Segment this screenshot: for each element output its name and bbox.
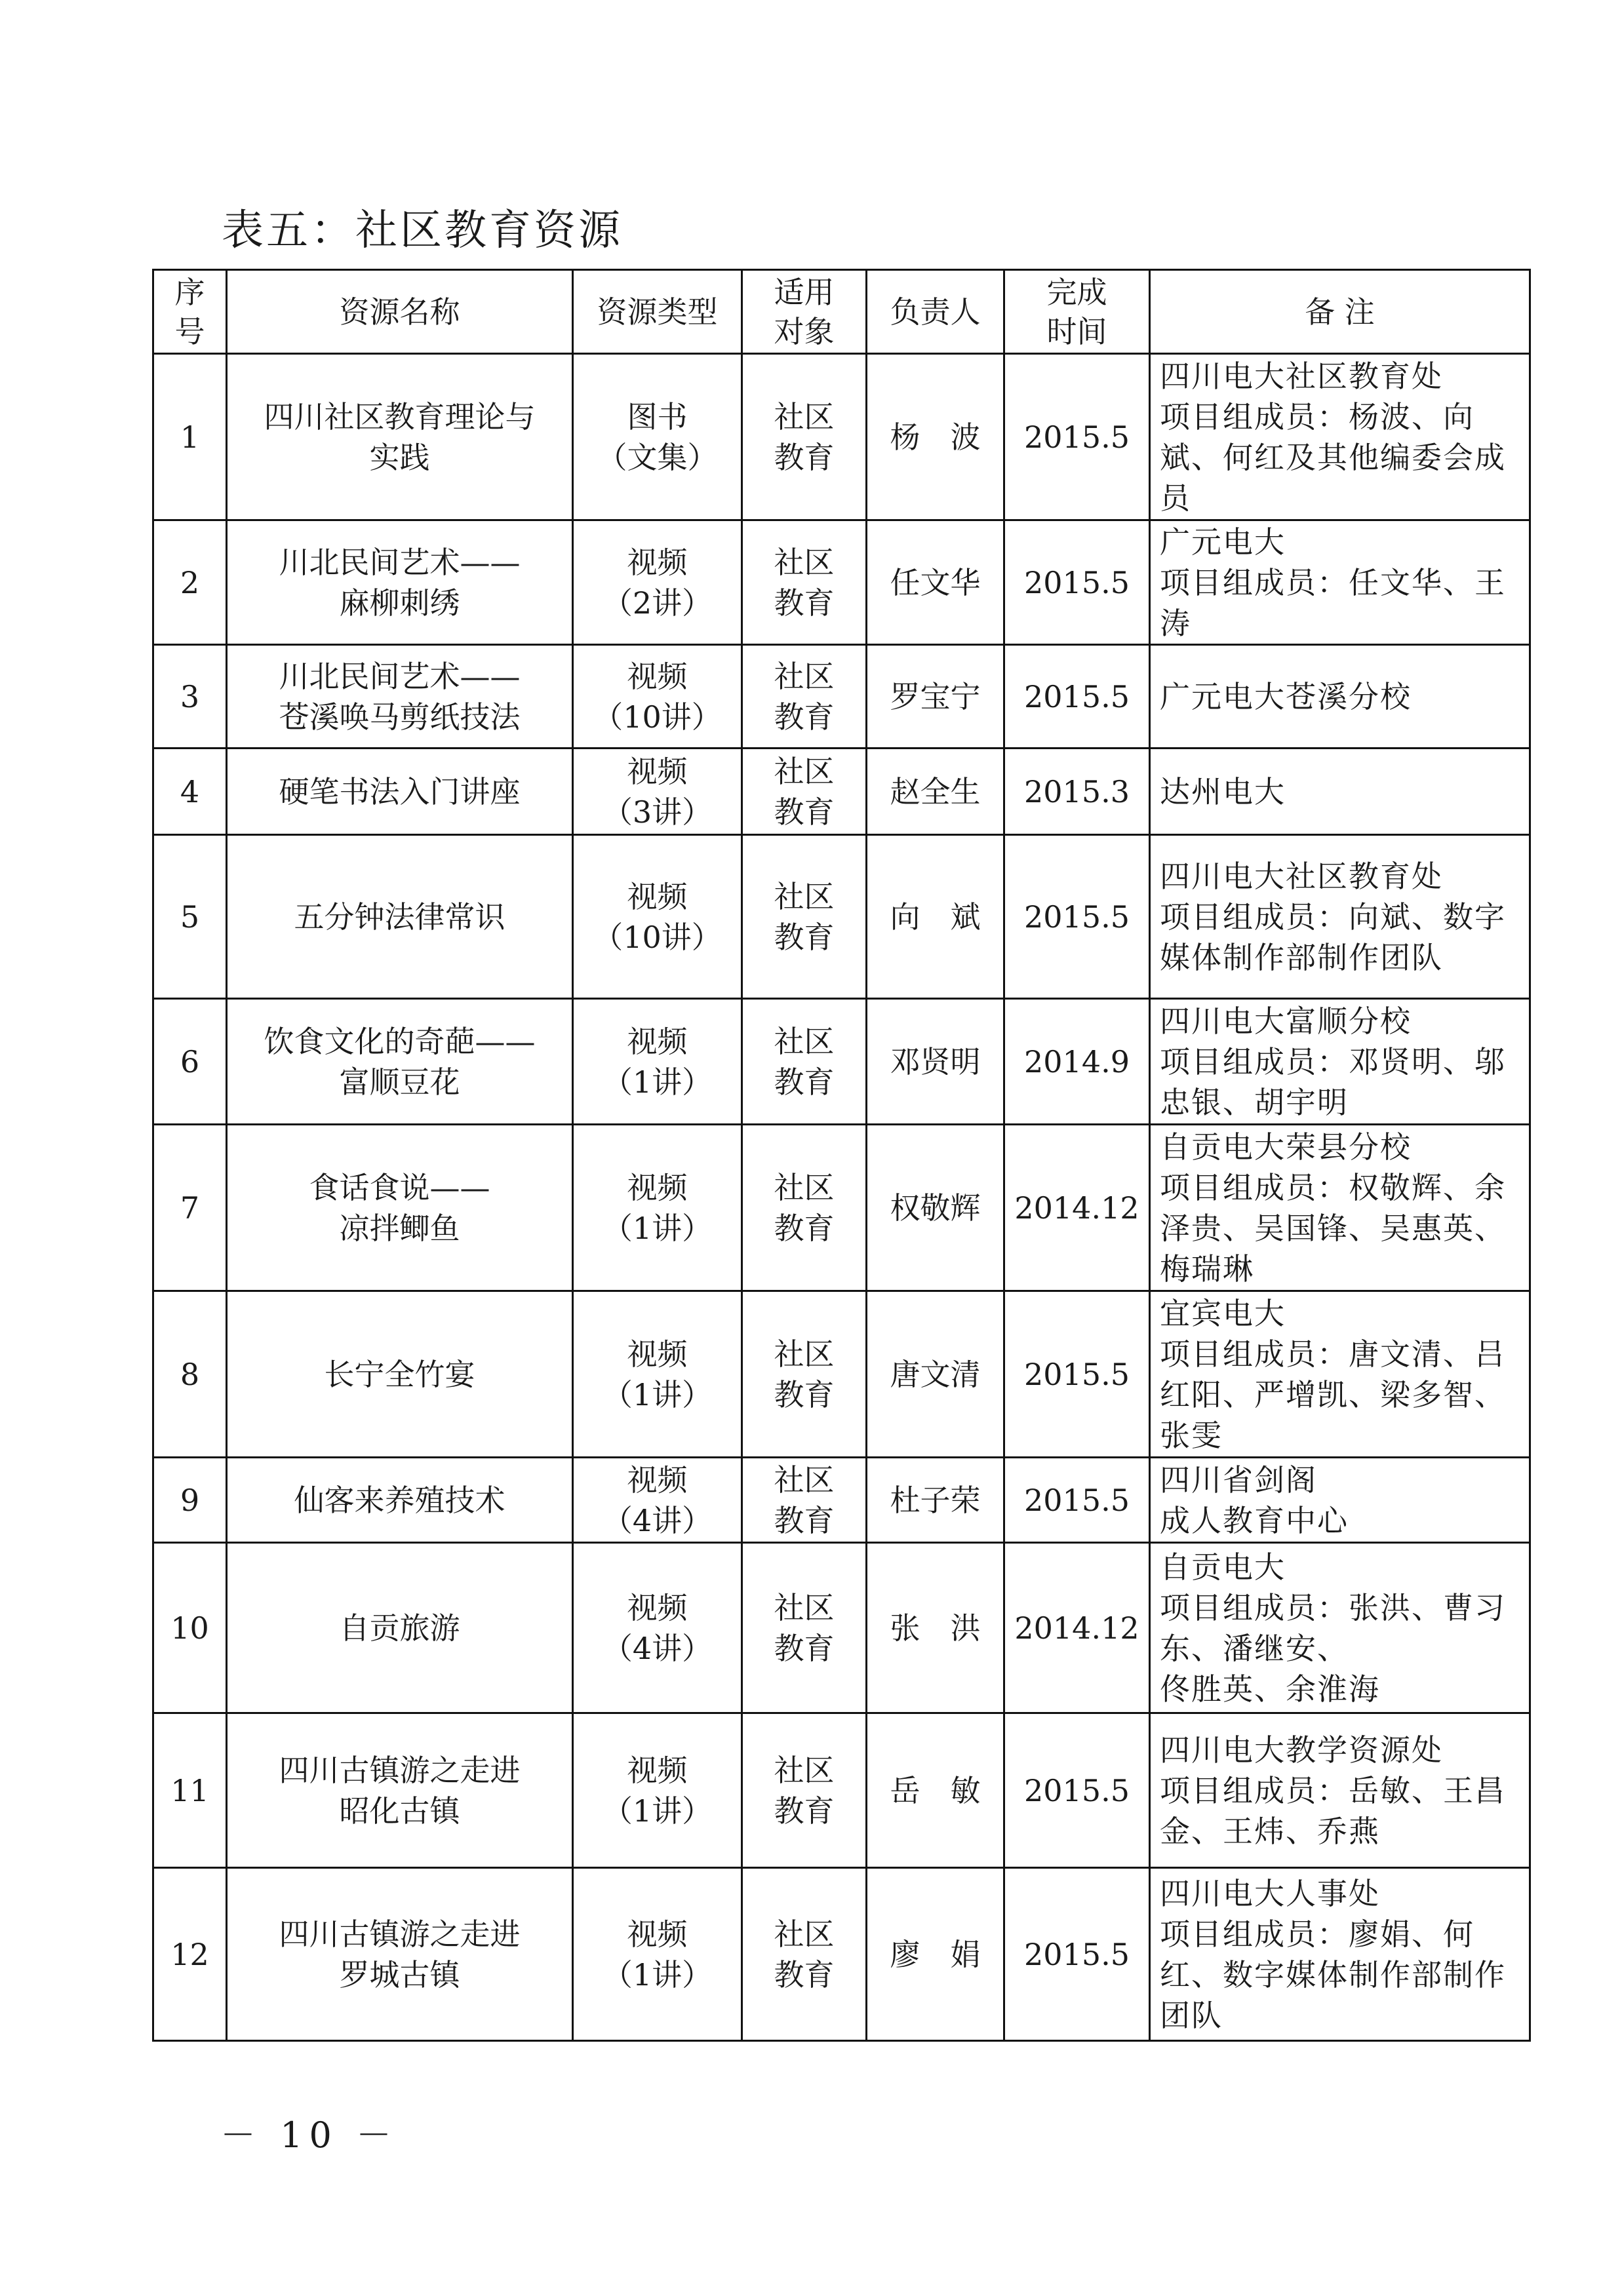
cell-name [227,645,573,749]
cell-type [573,1868,742,2041]
cell-no: 2 [153,520,227,645]
cell-note [1150,1458,1530,1543]
cell-line: 四川电大社区教育处 [1160,358,1443,394]
cell-line: 昭化古镇 [339,1793,460,1829]
cell-type [573,1291,742,1458]
cell-line: 视频 [627,1752,688,1788]
table-row [153,1543,1530,1713]
cell-date: 2015.5 [1004,1713,1150,1868]
cell-name [227,1543,573,1713]
cell-note [1150,645,1530,749]
cell-note [1150,354,1530,520]
cell-type [573,354,742,520]
cell-type [573,1458,742,1543]
cell-audience [742,835,867,999]
cell-type [573,645,742,749]
cell-line: 教育 [774,919,835,955]
cell-line: 四川电大教学资源处 [1160,1732,1443,1768]
header-no [153,270,227,354]
cell-line: 社区 [774,1169,835,1205]
cell-line: 教育 [774,1064,835,1100]
cell-line: 富顺豆花 [339,1064,460,1100]
cell-date: 2015.3 [1004,749,1150,835]
cell-name [227,354,573,520]
table-row [153,645,1530,749]
cell-name [227,520,573,645]
cell-line: 广元电大苍溪分校 [1160,678,1412,714]
cell-line: （2讲） [602,585,713,621]
cell-line: 社区 [774,1023,835,1059]
cell-line: 社区 [774,1589,835,1625]
cell-line: 社区 [774,1336,835,1372]
cell-audience [742,1125,867,1291]
cell-line: 食话食说—— [309,1169,490,1205]
header-owner [867,270,1004,354]
cell-note [1150,749,1530,835]
cell-note [1150,520,1530,645]
cell-no: 11 [153,1713,227,1868]
cell-line: （文集） [597,439,718,475]
cell-line: 图书 [627,399,688,435]
cell-line: 社区 [774,1462,835,1498]
table-row [153,1291,1530,1458]
cell-owner: 邓贤明 [867,999,1004,1125]
cell-line: 饮食文化的奇葩—— [264,1023,536,1059]
cell-line: 视频 [627,1169,688,1205]
cell-line: 川北民间艺术—— [279,658,521,694]
cell-date: 2014.9 [1004,999,1150,1125]
cell-no: 9 [153,1458,227,1543]
cell-no: 7 [153,1125,227,1291]
cell-line: 项目组成员：任文华、王涛 [1160,564,1506,641]
cell-audience [742,1543,867,1713]
cell-line: 时间 [1046,313,1107,349]
header-type [573,270,742,354]
cell-no: 8 [153,1291,227,1458]
cell-date: 2014.12 [1004,1125,1150,1291]
cell-line: 长宁全竹宴 [324,1356,475,1392]
table-row [153,749,1530,835]
cell-line: 社区 [774,658,835,694]
cell-line: 四川电大人事处 [1160,1875,1380,1911]
cell-line: 备 注 [1305,294,1375,330]
cell-line: 教育 [774,1502,835,1538]
cell-line: 视频 [627,753,688,789]
cell-line: （1讲） [602,1376,713,1412]
cell-line: 宜宾电大 [1160,1295,1286,1331]
cell-note [1150,1543,1530,1713]
cell-line: 达州电大 [1160,773,1286,809]
cell-line: （10讲） [593,699,722,735]
cell-line: 视频 [627,1023,688,1059]
cell-line: 项目组成员：杨波、向斌、何红及其他编委会成员 [1160,399,1506,516]
table-row [153,520,1530,645]
cell-no: 1 [153,354,227,520]
cell-line: 适用 [774,274,835,310]
cell-line: （1讲） [602,1793,713,1829]
cell-owner: 杨 波 [867,354,1004,520]
cell-line: （1讲） [602,1210,713,1246]
cell-line: 教育 [774,1630,835,1666]
header-name [227,270,573,354]
cell-type [573,1125,742,1291]
cell-type [573,835,742,999]
cell-line: 成人教育中心 [1160,1502,1349,1538]
header-date [1004,270,1150,354]
cell-line: （3讲） [602,794,713,830]
cell-type [573,1713,742,1868]
header-note [1150,270,1530,354]
cell-date: 2015.5 [1004,354,1150,520]
cell-line: 项目组成员：权敬辉、余泽贵、吴国锋、吴惠英、梅瑞琳 [1160,1169,1506,1287]
cell-date: 2015.5 [1004,835,1150,999]
table-row [153,354,1530,520]
cell-line: 四川社区教育理论与 [264,399,536,435]
cell-line: 实践 [369,439,430,475]
cell-no: 4 [153,749,227,835]
table-row [153,835,1530,999]
cell-line: 苍溪唤马剪纸技法 [279,699,521,735]
cell-owner: 唐文清 [867,1291,1004,1458]
cell-line: 社区 [774,1752,835,1788]
cell-line: （4讲） [602,1502,713,1538]
cell-line: 教育 [774,1376,835,1412]
cell-owner: 罗宝宁 [867,645,1004,749]
cell-line: 教育 [774,1793,835,1829]
cell-audience [742,749,867,835]
cell-line: 视频 [627,1589,688,1625]
cell-line: 麻柳刺绣 [339,585,460,621]
cell-line: 项目组成员：张洪、曹习东、潘继安、 [1160,1589,1506,1666]
cell-name [227,999,573,1125]
cell-line: 五分钟法律常识 [294,899,505,935]
cell-no: 6 [153,999,227,1125]
cell-no: 10 [153,1543,227,1713]
cell-line: 教育 [774,1956,835,1993]
cell-type [573,999,742,1125]
cell-line: 社区 [774,878,835,914]
cell-owner: 岳 敏 [867,1713,1004,1868]
cell-owner: 赵全生 [867,749,1004,835]
cell-line: 完成 [1046,274,1107,310]
cell-date: 2015.5 [1004,1458,1150,1543]
cell-line: 视频 [627,878,688,914]
table-row [153,999,1530,1125]
table-row [153,1713,1530,1868]
cell-audience [742,1713,867,1868]
cell-name [227,1868,573,2041]
cell-line: 四川电大社区教育处 [1160,858,1443,894]
cell-line: 硬笔书法入门讲座 [279,773,521,809]
cell-note [1150,999,1530,1125]
cell-date: 2015.5 [1004,645,1150,749]
cell-line: 教育 [774,585,835,621]
cell-line: 自贡旅游 [339,1610,460,1646]
cell-line: 广元电大 [1160,524,1286,560]
header-row [153,270,1530,354]
header-audience [742,270,867,354]
cell-line: 负责人 [890,294,981,330]
cell-line: 四川古镇游之走进 [279,1916,521,1952]
cell-name [227,1458,573,1543]
cell-line: 自贡电大 [1160,1549,1286,1585]
cell-line: （10讲） [593,919,722,955]
cell-date: 2015.5 [1004,1868,1150,2041]
cell-line: 视频 [627,1336,688,1372]
cell-date: 2014.12 [1004,1543,1150,1713]
cell-line: 序 [174,274,205,310]
cell-audience [742,645,867,749]
cell-line: 社区 [774,1916,835,1952]
cell-line: 四川古镇游之走进 [279,1752,521,1788]
cell-line: 项目组成员：邓贤明、邬忠银、胡宇明 [1160,1043,1506,1120]
cell-note [1150,1868,1530,2041]
cell-line: 视频 [627,658,688,694]
cell-note [1150,1125,1530,1291]
cell-date: 2015.5 [1004,520,1150,645]
cell-line: （4讲） [602,1630,713,1666]
cell-owner: 杜子荣 [867,1458,1004,1543]
cell-line: 资源类型 [597,294,718,330]
cell-line: 社区 [774,399,835,435]
cell-owner: 向 斌 [867,835,1004,999]
cell-name [227,1713,573,1868]
community-education-resources-table [152,269,1531,2042]
cell-line: 教育 [774,439,835,475]
cell-line: 对象 [774,313,835,349]
cell-type [573,1543,742,1713]
cell-name [227,1291,573,1458]
cell-line: 四川电大富顺分校 [1160,1003,1412,1039]
cell-line: 视频 [627,544,688,580]
cell-owner: 任文华 [867,520,1004,645]
cell-audience [742,1291,867,1458]
table-title: 表五：社区教育资源 [222,206,623,255]
cell-no: 5 [153,835,227,999]
cell-line: 视频 [627,1916,688,1952]
cell-audience [742,520,867,645]
cell-audience [742,999,867,1125]
cell-line: 号 [174,313,205,349]
cell-name [227,749,573,835]
cell-note [1150,835,1530,999]
cell-audience [742,1458,867,1543]
cell-no: 3 [153,645,227,749]
table-body [153,354,1530,2041]
cell-line: 项目组成员：唐文清、吕红阳、严增凯、梁多智、张雯 [1160,1336,1506,1453]
cell-date: 2015.5 [1004,1291,1150,1458]
table-row [153,1868,1530,2041]
cell-line: 社区 [774,753,835,789]
cell-line: 资源名称 [339,294,460,330]
cell-audience [742,354,867,520]
cell-line: 教育 [774,699,835,735]
cell-line: 仙客来养殖技术 [294,1482,505,1518]
cell-line: 自贡电大荣县分校 [1160,1129,1412,1165]
cell-owner: 权敬辉 [867,1125,1004,1291]
cell-line: 教育 [774,794,835,830]
cell-line: （1讲） [602,1956,713,1993]
cell-note [1150,1291,1530,1458]
cell-line: 项目组成员：向斌、数字媒体制作部制作团队 [1160,899,1506,975]
table-row [153,1458,1530,1543]
cell-type [573,520,742,645]
cell-line: 四川省剑阁 [1160,1462,1317,1498]
cell-line: 项目组成员：岳敏、王昌金、王炜、乔燕 [1160,1772,1506,1849]
cell-owner: 廖 娟 [867,1868,1004,2041]
cell-line: 川北民间艺术—— [279,544,521,580]
cell-line: 项目组成员：廖娟、何红、数字媒体制作部制作团队 [1160,1916,1506,2033]
cell-no: 12 [153,1868,227,2041]
cell-line: 教育 [774,1210,835,1246]
cell-name [227,1125,573,1291]
cell-note [1150,1713,1530,1868]
cell-line: 社区 [774,544,835,580]
cell-audience [742,1868,867,2041]
cell-name [227,835,573,999]
cell-line: 佟胜英、余淮海 [1160,1671,1380,1707]
cell-line: 凉拌鲫鱼 [339,1210,460,1246]
page-number: － 10 － [220,2114,399,2156]
cell-type [573,749,742,835]
cell-line: 视频 [627,1462,688,1498]
table-row [153,1125,1530,1291]
cell-line: （1讲） [602,1064,713,1100]
cell-line: 罗城古镇 [339,1956,460,1993]
cell-owner: 张 洪 [867,1543,1004,1713]
